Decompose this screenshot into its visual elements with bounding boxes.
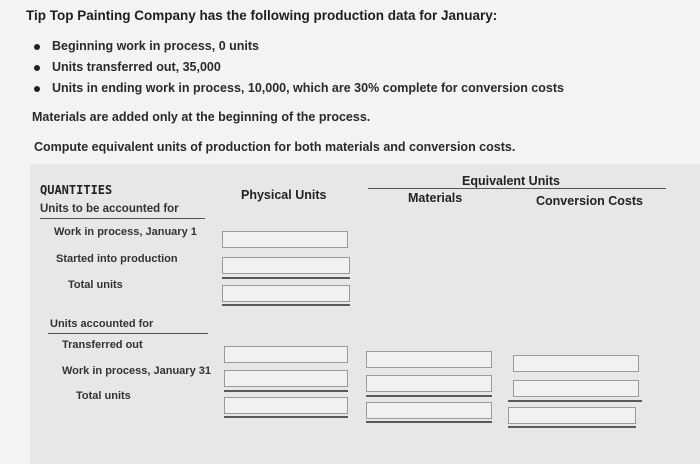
data-bullet-list — [34, 36, 564, 99]
started-physical-input[interactable] — [222, 257, 350, 274]
total-underline — [366, 421, 492, 423]
row-label-total-units: Total units — [68, 279, 123, 291]
bullet-item: Beginning work in process, 0 units — [34, 36, 564, 57]
problem-title: Tip Top Painting Company has the following production data for January: — [26, 8, 498, 23]
bullet-item: Units transferred out, 35,000 — [34, 57, 564, 78]
units-to-account-header: Units to be accounted for — [40, 203, 179, 215]
equivalent-units-header: Equivalent Units — [462, 174, 560, 188]
row-label-total-accounted: Total units — [76, 390, 131, 402]
total-underline — [508, 426, 636, 428]
wip-jan31-conversion-input[interactable] — [513, 380, 639, 397]
total-accounted-conversion-input[interactable] — [508, 407, 636, 424]
units-accounted-header: Units accounted for — [50, 318, 154, 330]
equivalent-units-table — [30, 164, 700, 464]
equivalent-units-rule — [368, 188, 666, 189]
row-label-started: Started into production — [56, 253, 178, 265]
physical-units-header: Physical Units — [241, 188, 327, 202]
bullet-item: Units in ending work in process, 10,000, which are 30% complete for conversion costs — [34, 78, 564, 99]
subtotal-underline — [224, 390, 348, 392]
materials-note: Materials are added only at the beginning of the process. — [32, 110, 371, 124]
wip-jan31-materials-input[interactable] — [366, 375, 492, 392]
subtotal-underline — [366, 395, 492, 397]
transferred-materials-input[interactable] — [366, 351, 492, 368]
wip-jan31-physical-input[interactable] — [224, 370, 348, 387]
section1-rule — [40, 218, 205, 219]
row-label-wip-jan31: Work in process, January 31 — [62, 365, 211, 377]
section2-rule — [48, 333, 208, 334]
transferred-conversion-input[interactable] — [513, 355, 639, 372]
quantities-header: QUANTITIES — [40, 183, 113, 197]
instruction-text: Compute equivalent units of production for both materials and conversion costs. — [34, 140, 516, 154]
total-accounted-physical-input[interactable] — [224, 397, 348, 414]
total-underline — [222, 304, 350, 306]
total-accounted-materials-input[interactable] — [366, 402, 492, 419]
subtotal-underline — [222, 277, 350, 279]
wip-jan1-physical-input[interactable] — [222, 231, 348, 248]
subtotal-underline — [508, 400, 642, 402]
materials-header: Materials — [408, 191, 463, 205]
row-label-transferred: Transferred out — [62, 339, 143, 351]
total-underline — [224, 416, 348, 418]
row-label-wip-jan1: Work in process, January 1 — [54, 226, 197, 238]
total-units-physical-input[interactable] — [222, 285, 350, 302]
transferred-physical-input[interactable] — [224, 346, 348, 363]
conversion-costs-header: Conversion Costs — [536, 194, 643, 208]
